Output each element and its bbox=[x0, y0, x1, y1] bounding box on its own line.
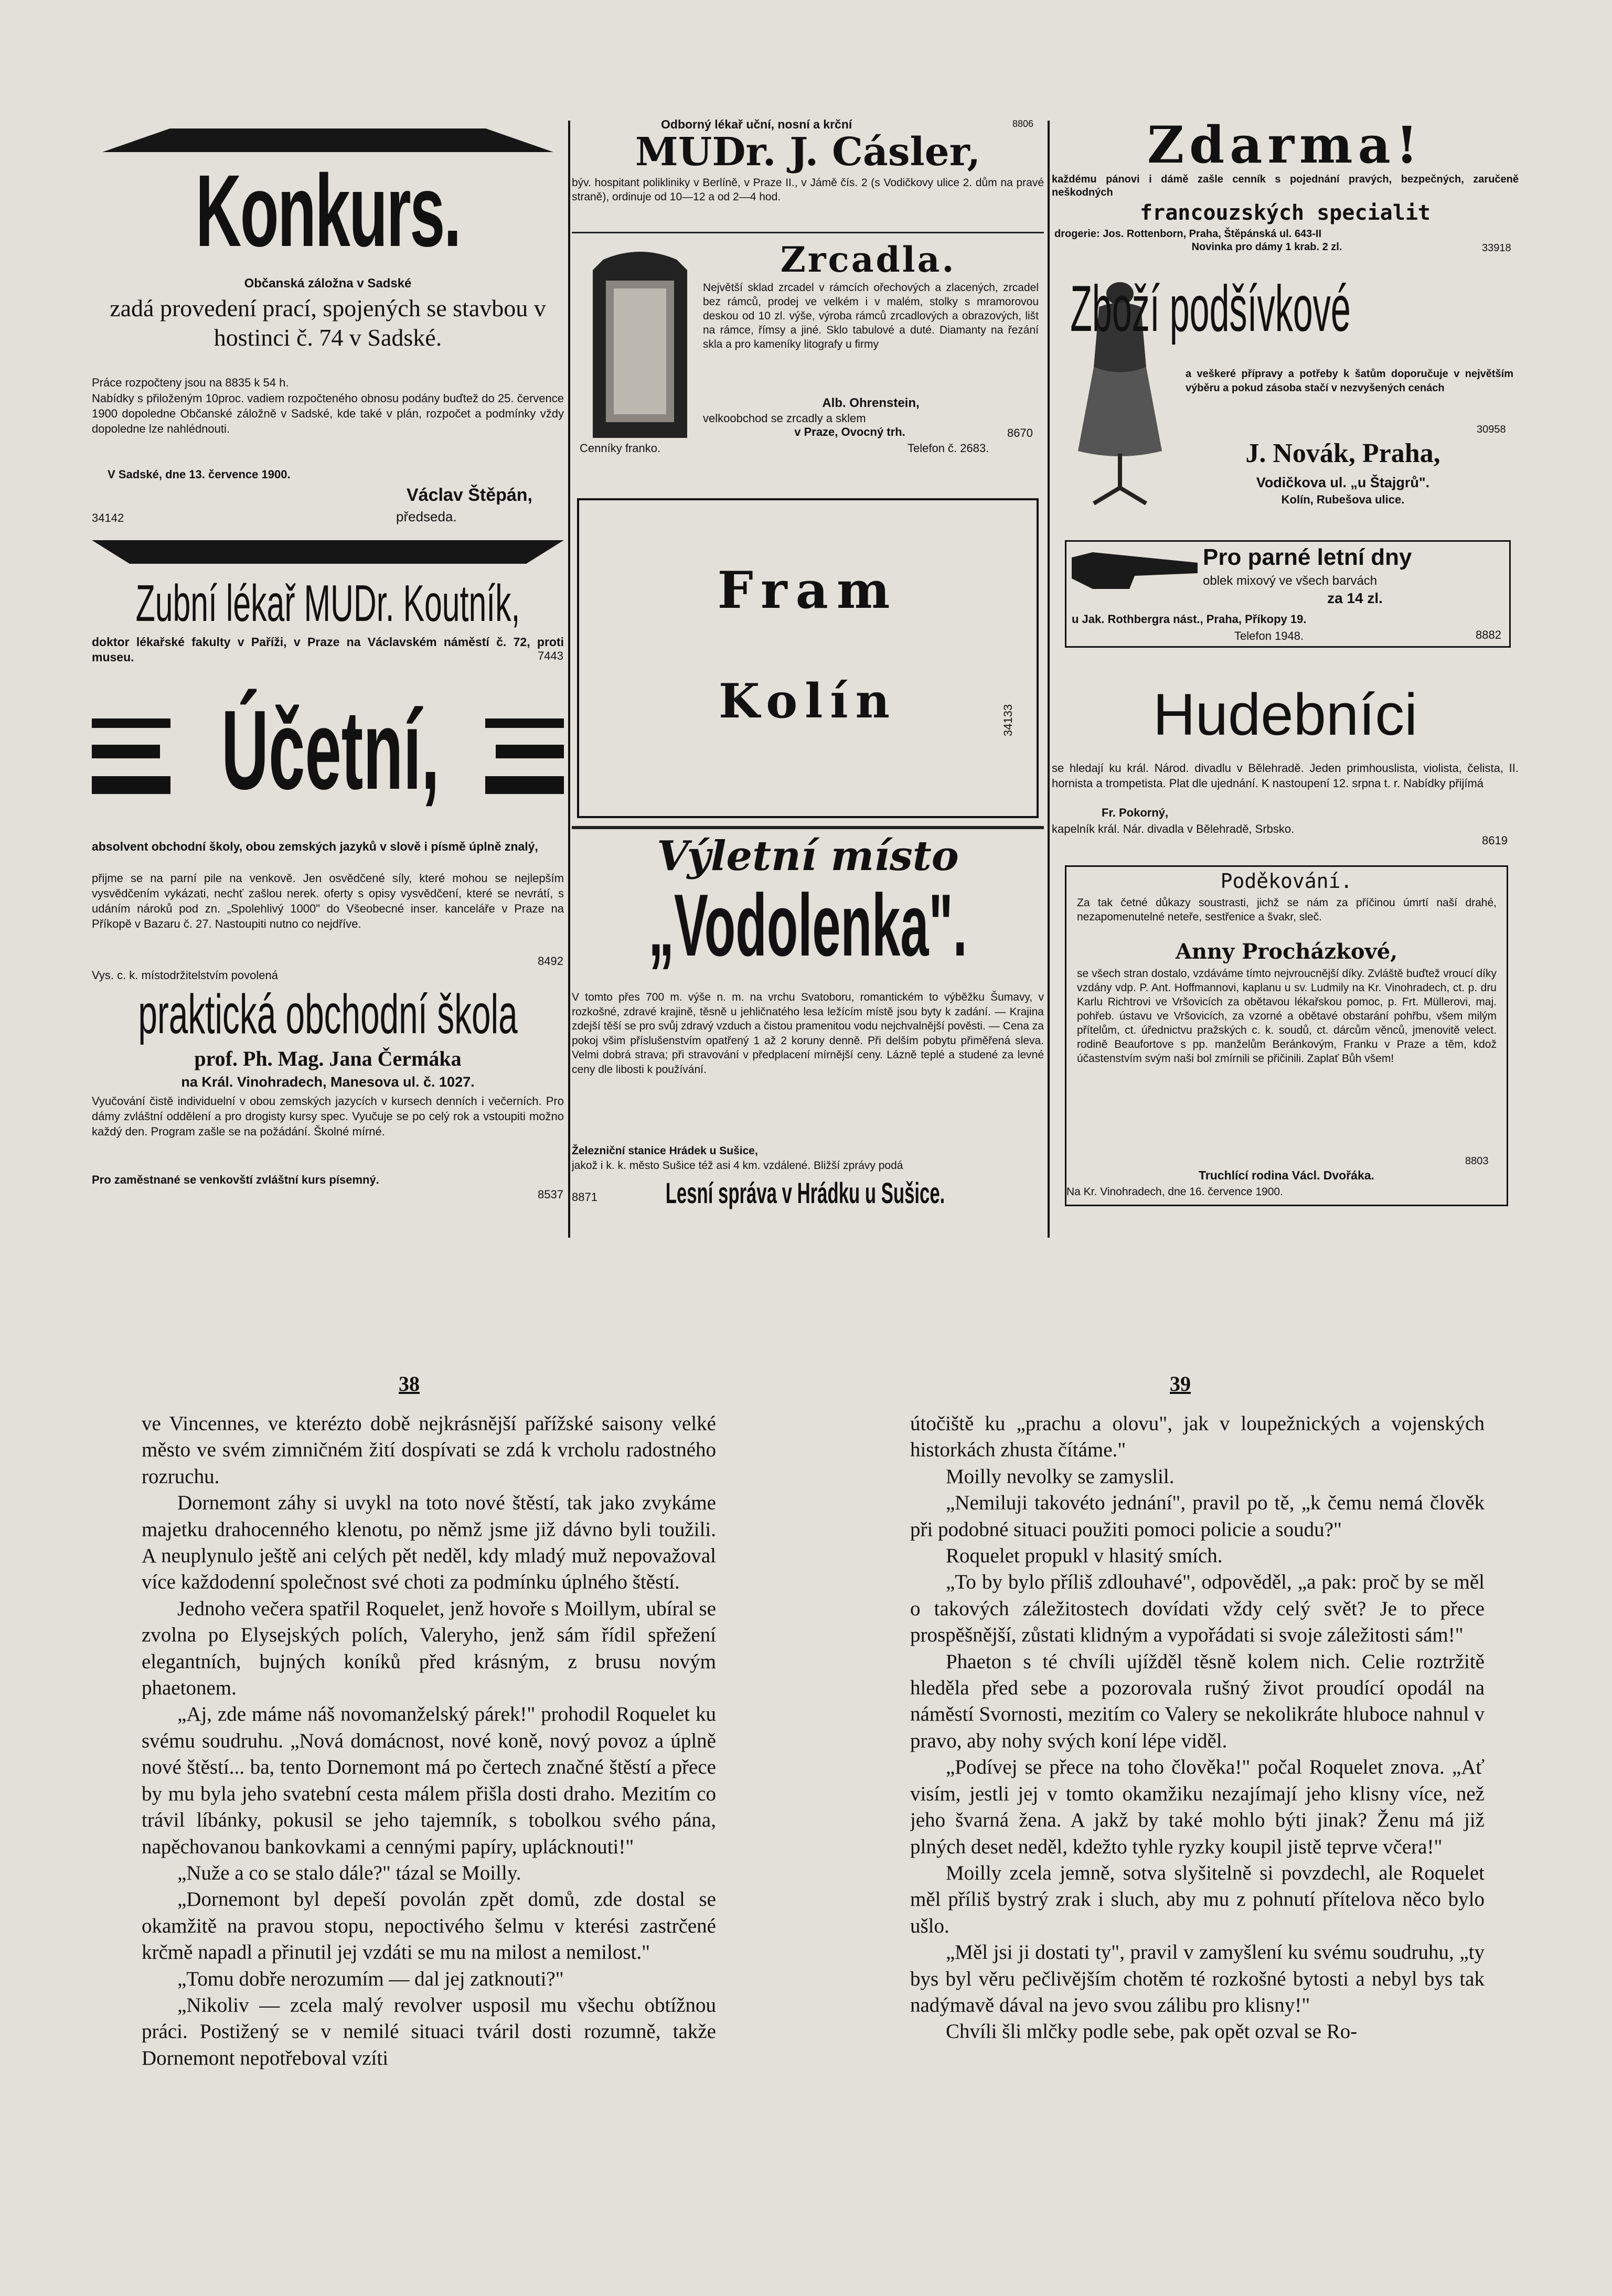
novak-code: 30958 bbox=[1477, 424, 1506, 435]
ad-ucetni bbox=[92, 687, 564, 1002]
zrcadla-firm: Alb. Ohrenstein, bbox=[822, 396, 920, 410]
vodolenka-station: Železniční stanice Hrádek u Sušice, bbox=[572, 1145, 758, 1157]
divider bbox=[572, 826, 1044, 829]
zdarma-special: francouzských specialit bbox=[1140, 201, 1430, 225]
skola-prof: prof. Ph. Mag. Jana Čermáka bbox=[194, 1047, 462, 1070]
story-paragraph: „Tomu dobře nerozumím — dal jej zatknouti?" bbox=[177, 1967, 564, 1990]
novak-name: J. Novák, Praha, bbox=[1245, 438, 1440, 468]
hudebnici-body2: kapelník král. Nár. divadla v Bělehradě, Srbsko. bbox=[1052, 822, 1295, 835]
story-paragraph: Chvíli šli mlčky podle sebe, pak opět ozval se Ro- bbox=[946, 2020, 1358, 2043]
casler-top: Odborný lékař uční, nosní a krční bbox=[661, 117, 852, 131]
column-rule-1 bbox=[568, 121, 570, 1238]
zdarma-body: každému pánovi i dámě zašle cenník s pojednání pravých, bezpečných, zaručeně neškodných bbox=[1052, 174, 1519, 198]
story-paragraph: „Nuže a co se stalo dále?" tázal se Moilly. bbox=[177, 1861, 521, 1884]
ucetni-code: 8492 bbox=[538, 954, 563, 968]
story-column-left bbox=[142, 1411, 716, 2119]
hudebnici-name: Fr. Pokorný, bbox=[1102, 806, 1169, 819]
story-paragraph: Jednoho večera spatřil Roquelet, jenž hovoře s Moillym, ubíral se zvolna po Elysejských polích, Valeryho, jenž sám řídil spřežení elegantních, bujných koníků před krásným, z brusu novým phaetonem. bbox=[142, 1597, 716, 1700]
konkurs-date: V Sadské, dne 13. července 1900. bbox=[108, 468, 291, 481]
zrcadla-price: Cenníky franko. bbox=[580, 442, 661, 455]
koutnik-body: doktor lékařské fakulty v Paříži, v Praze na Václavském náměstí č. 72, proti museu. bbox=[92, 635, 564, 664]
skola-body-bold: Pro zaměstnané se venkovští zvláštní kurs písemný. bbox=[92, 1173, 379, 1186]
ad-vodolenka bbox=[572, 823, 1044, 1232]
podekovani-name: Anny Procházkové, bbox=[1175, 939, 1398, 964]
zdarma-nov: Novinka pro dámy 1 krab. 2 zl. bbox=[1191, 241, 1342, 253]
konkurs-signer-role: předseda. bbox=[396, 509, 457, 524]
skola-body: Vyučování čistě individuelní v obou zemských jazycích v kursech denních i večerních. Pro dámy zvláštní oddělení a pro drogisty kursy spec. Vyučuje se po celý rok a vstoupiti možno každý den. Program zašle se na požádání. Školné mírné. bbox=[92, 1095, 564, 1138]
ucetni-title: Účetní, bbox=[221, 687, 440, 813]
story-paragraph: Roquelet propukl v hlasitý smích. bbox=[946, 1544, 1223, 1568]
ad-hudebnici bbox=[1052, 682, 1519, 876]
fram-line1: Fram bbox=[717, 561, 899, 620]
zdarma-title: Zdarma! bbox=[1147, 121, 1423, 175]
podekovani-body2: se všech stran dostalo, vzdáváme tímto nejvroucnější díky. Zvláště buďtež vroucí díky vzdány vdp. P. Ant. Hoffmannovi, kaplanu u sv. Ludmily na Kr. Vinohradech, ct. p. dru Karlu Richtrovi ve Vršovicích za obětavou lékařskou pomoc, p. Frt. Müllerovi, maj. pohřeb. ústavu ve Vršovicích, za vzorné a obětavé obstarání pohřbu, všem milým přítelům, ct. úřednictvu pražských c. k. soudů, ct. dárcům věnců, jmenovitě velect. rodině Beaufortove s pp. manželům Beránkovým, Franku v Praze a těm, kdož účastenstvím svým naši bol zmírnili se přičinili. Zaplať Bůh všem! bbox=[1077, 968, 1497, 1065]
casler-body: býv. hospitant polikliniky v Berlíně, v Praze II., v Jámě čís. 2 (s Vodičkovy ulice 2. dům na pravé straně), ordinuje od 10—12 a od 2—4 hod. bbox=[572, 177, 1044, 203]
story-paragraph: „Nemiluji takovéto jednání", pravil po tě, „k čemu nemá člověk při podobné situaci použiti pomoci policie a soudu?" bbox=[910, 1492, 1485, 1541]
parne-code: 8882 bbox=[1476, 628, 1501, 641]
zdarma-drog: drogerie: Jos. Rottenborn, Praha, Štěpánská ul. 643-II bbox=[1054, 228, 1322, 240]
divider bbox=[572, 232, 1044, 233]
zrcadla-code: 8670 bbox=[1007, 426, 1033, 439]
pointing-hand-icon bbox=[92, 703, 170, 808]
ucetni-body-bold: absolvent obchodní školy, obou zemských jazyků v slově i písmě úplně znalý, bbox=[92, 840, 538, 853]
hudebnici-code: 8619 bbox=[1482, 834, 1508, 847]
ucetni-body: přijme se na parní pile na venkově. Jen osvědčené síly, které mohou se nejlepším vysvědčením vykázati, nechť zašlou nerek. oferty s opisy vysvědčení, které se nevrátí, s udáním nároků pod zn. „Spolehlivý 1000" do Všeobecné inser. kanceláře v Praze na Příkopě v Bazaru č. 27. Nastoupiti nutno co nejdříve. bbox=[92, 872, 564, 930]
ad-zrcadla bbox=[572, 239, 1044, 469]
konkurs-line1: Práce rozpočteny jsou na 8835 k 54 h. bbox=[92, 376, 289, 389]
podekovani-code: 8803 bbox=[1465, 1155, 1489, 1167]
podekovani-date: Na Kr. Vinohradech, dne 16. července 1900. bbox=[1066, 1186, 1283, 1198]
story-paragraph: Dornemont záhy si uvykl na toto nové štěstí, tak jako zvykáme majetku drahocenného klenotu, po němž jsme již dávno byli toužili. A neuplynulo ještě ani celých pět neděl, kdy mladý muž nepovažoval více každodenní společnost své choti za podmínku úplného štěstí. bbox=[142, 1492, 716, 1594]
zrcadla-phone: Telefon č. 2683. bbox=[908, 442, 989, 455]
ad-novak bbox=[1052, 262, 1519, 535]
story-paragraph: „Měl jsi ji dostati ty", pravil v zamyšlení ku svému soudruhu, „ty bys byl věru pečlivějším chotěm té rozkošné bytosti a nebyl bys tak nadýmavě dával na jevo svou zálibu pro klisny!" bbox=[910, 1941, 1485, 2016]
skola-code: 8537 bbox=[538, 1188, 563, 1201]
ad-fram bbox=[577, 498, 1039, 818]
vodolenka-station2: jakož i k. k. město Sušice též asi 4 km. vzdálené. Bližší zprávy podá bbox=[572, 1160, 903, 1172]
casler-name: MUDr. J. Cásler, bbox=[635, 130, 981, 175]
ad-skola bbox=[92, 968, 564, 1240]
ad-zdarma bbox=[1052, 121, 1519, 257]
casler-top-code: 8806 bbox=[1012, 119, 1034, 129]
vodolenka-body: V tomto přes 700 m. výše n. m. na vrchu Svatoboru, romantickém to výběžku Šumavy, v rozkošné, zdravé krajině, těsně u jehličnatého lesa ležícím místě jsou byty k zadání. — Krajina zdejší těší se pro svůj zdravý vzduch a čistou pramenitou vodu nejchvalnější pověsti. — Cena za pokoj všim příslušenstvím opatřený 1 až 2 koruny denně. Při delším pobytu přiměřená sleva. Velmi dobrá strava; při stravování v předplacení mírnější ceny. Lázně teplé a studené za levné ceny dle libosti k používání. bbox=[572, 991, 1044, 1076]
decorative-bar bbox=[102, 128, 553, 152]
column-rule-2 bbox=[1048, 121, 1050, 1238]
story-paragraph: „To by bylo příliš zdlouhavé", odpověděl, „a pak: proč by se měl o takových záležitostech dovídati vždy celý svět? Je to přece prospěšnější, zůstati klidným a vypořádati si svoje záležitosti sám!" bbox=[910, 1571, 1485, 1647]
skola-header: Vys. c. k. místodržitelstvím povolená bbox=[92, 969, 278, 982]
pointing-hand-icon bbox=[1072, 547, 1198, 594]
fram-line2: Kolín bbox=[718, 673, 898, 729]
story-paragraph: „Nikoliv — zcela malý revolver usposil mu všechu obtížnou práci. Postižený se v nemilé situaci tváril dosti rozumně, takže Dornemont nepotřeboval vzíti bbox=[142, 1993, 716, 2069]
ad-koutnik bbox=[92, 540, 564, 666]
parne-line: oblek mixový ve všech barvách bbox=[1203, 574, 1378, 588]
novak-body: a veškeré přípravy a potřeby k šatům doporučuje v největším výběru a pokud zásoba stačí v nezvyšených cenách bbox=[1186, 368, 1513, 394]
konkurs-org: Občanská záložna v Sadské bbox=[244, 276, 412, 291]
novak-addr: Vodičkova ul. „u Štajgrů". bbox=[1256, 475, 1430, 490]
pointing-hand-icon bbox=[485, 703, 564, 808]
podekovani-body1: Za tak četné důkazy soustrasti, jichž se nám za příčinou úmrtí naší drahé, nezapomenutelné neteře, sestřenice a švakr, sleč. bbox=[1077, 897, 1497, 923]
zrcadla-addr: v Praze, Ovocný trh. bbox=[794, 425, 905, 438]
parne-addr: u Jak. Rothbergra nást., Praha, Příkopy 19. bbox=[1072, 613, 1307, 626]
hudebnici-title: Hudebníci bbox=[1152, 682, 1418, 747]
novak-title: Zboží podšívkové bbox=[1070, 273, 1351, 345]
parne-phone: Telefon 1948. bbox=[1234, 629, 1304, 642]
ad-podekovani bbox=[1065, 865, 1508, 1206]
koutnik-code: 7443 bbox=[538, 649, 563, 662]
mirror-icon bbox=[582, 249, 698, 448]
zrcadla-body: Největší sklad zrcadel v rámcích ořechových a zlacených, zrcadel bez rámců, prodej ve velkém i v malém, stolky s mramorovou deskou od 10 zl. výše, výroba rámců zrcadlových a obrazových, lišt na rámce, římsy a jiné. Sklo tabulové a duté. Diamanty na řezání skla a pro kameníky litografy u firmy bbox=[703, 282, 1039, 350]
ad-casler bbox=[572, 115, 1044, 236]
story-paragraph: ve Vincennes, ve kterézto době nejkrásnější pařížské saisony velké město ve svém zimničném žití dospívati se zdá k vrcholu radostného rozruchu. bbox=[142, 1412, 716, 1488]
zrcadla-title: Zrcadla. bbox=[780, 239, 956, 280]
vodolenka-title2: „Vodolenka". bbox=[648, 876, 967, 974]
konkurs-body: Nabídky s přiloženým 10proc. vadiem rozpočteného obnosu podány buďtež do 25. července 1900 dopoledne Občanské záložně v Sadské, kde také v plán, rozpočet a podmínky vždy dopoledne lze nahlédnouti. bbox=[92, 392, 564, 435]
story-paragraph: Moilly zcela jemně, sotva slyšitelně si povzdechl, ale Roquelet měl příliš bystrý zrak i sluch, aby mu z pohnutí přítelova něco bylo ušlo. bbox=[910, 1861, 1485, 1937]
skola-title: praktická obchodní škola bbox=[138, 983, 518, 1045]
konkurs-headline: zadá provedení prací, spojených se stavbou v hostinci č. 74 v Sadské. bbox=[110, 295, 546, 351]
hudebnici-body: se hledají ku král. Národ. divadlu v Bělehradě. Jeden primhouslista, violista, čelista, II. hornista a trompetista. Plat dle ujednání. K nastoupení 12. srpna t. r. Nabídky přijímá bbox=[1052, 761, 1519, 790]
decorative-bar bbox=[92, 540, 564, 564]
story-paragraph: Moilly nevolky se zamyslil. bbox=[946, 1465, 1175, 1488]
parne-title: Pro parné letní dny bbox=[1203, 544, 1412, 570]
konkurs-signer: Václav Štěpán, bbox=[406, 485, 532, 505]
page-number-left: 38 bbox=[399, 1372, 420, 1396]
story-column-right bbox=[910, 1411, 1485, 2119]
ad-konkurs bbox=[92, 123, 564, 532]
parne-price: za 14 zl. bbox=[1327, 590, 1383, 606]
podekovani-family: Truchlící rodina Václ. Dvořáka. bbox=[1199, 1168, 1374, 1182]
koutnik-title: Zubní lékař MUDr. Koutník, bbox=[135, 574, 520, 632]
story-paragraph: útočiště ku „prachu a olovu", jak v loupežnických a vojenských historkách zhusta čítáme." bbox=[910, 1412, 1485, 1462]
podekovani-title: Poděkování. bbox=[1220, 870, 1353, 893]
story-paragraph: „Podívej se přece na toho člověka!" počal Roquelet znova. „Ať visím, jestli jej v tomto okamžiku nezajímají jeho klisny více, než jeho švarná žena. A jakž by také mohlo býti jinak? Ženu má již plných deset neděl, kdežto tyhle ryzky koupil jistě teprve včera!" bbox=[910, 1756, 1485, 1858]
vodolenka-footer: Lesní správa v Hrádku u Sušice. bbox=[665, 1176, 945, 1209]
story-paragraph: „Dornemont byl depeší povolán zpět domů, zde dostal se okamžitě na pravou stopu, nepoctivého šelmu v kterési zastrčené krčmě napadl a přinutil jej vzdáti se mu na milost a nemilost." bbox=[142, 1888, 716, 1964]
novak-addr2: Kolín, Rubešova ulice. bbox=[1281, 493, 1405, 506]
ad-parne bbox=[1065, 540, 1511, 648]
konkurs-code: 34142 bbox=[92, 511, 124, 524]
zrcadla-firm2: velkoobchod se zrcadly a sklem bbox=[703, 412, 866, 425]
vodolenka-code: 8871 bbox=[572, 1190, 597, 1204]
story-paragraph: „Aj, zde máme náš novomanželský párek!" prohodil Roquelet ku svému soudruhu. „Nová domácnost, nové koně, nový povoz a úplně nové štěstí... ba, tento Dornemont má po čertech značné štěstí a přece by mu byla jeho svatební cesta málem přišla dosti draho. Mezitím co trávil líbánky, pokusil se jeho tajemník, s tobolkou svého pána, napěchovanou bankovkami a cennými papíry, uplácknouti!" bbox=[142, 1703, 716, 1858]
zdarma-code: 33918 bbox=[1482, 242, 1511, 254]
skola-address: na Král. Vinohradech, Manesova ul. č. 1027. bbox=[181, 1074, 475, 1090]
fram-code: 34133 bbox=[1001, 704, 1015, 736]
konkurs-title: Konkurs. bbox=[195, 154, 461, 268]
page-number-right: 39 bbox=[1170, 1372, 1191, 1396]
story-paragraph: Phaeton s té chvíli ujížděl těsně kolem nich. Celie roztržitě hleděla před sebe a pozorovala rušný život proudící opodál na náměstí Svornosti, mezitím co Valery se nekolikráte hluboce nahnul v pravo, aby nohy svých koní lépe viděl. bbox=[910, 1650, 1485, 1752]
vodolenka-title1: Výletní místo bbox=[657, 832, 959, 880]
